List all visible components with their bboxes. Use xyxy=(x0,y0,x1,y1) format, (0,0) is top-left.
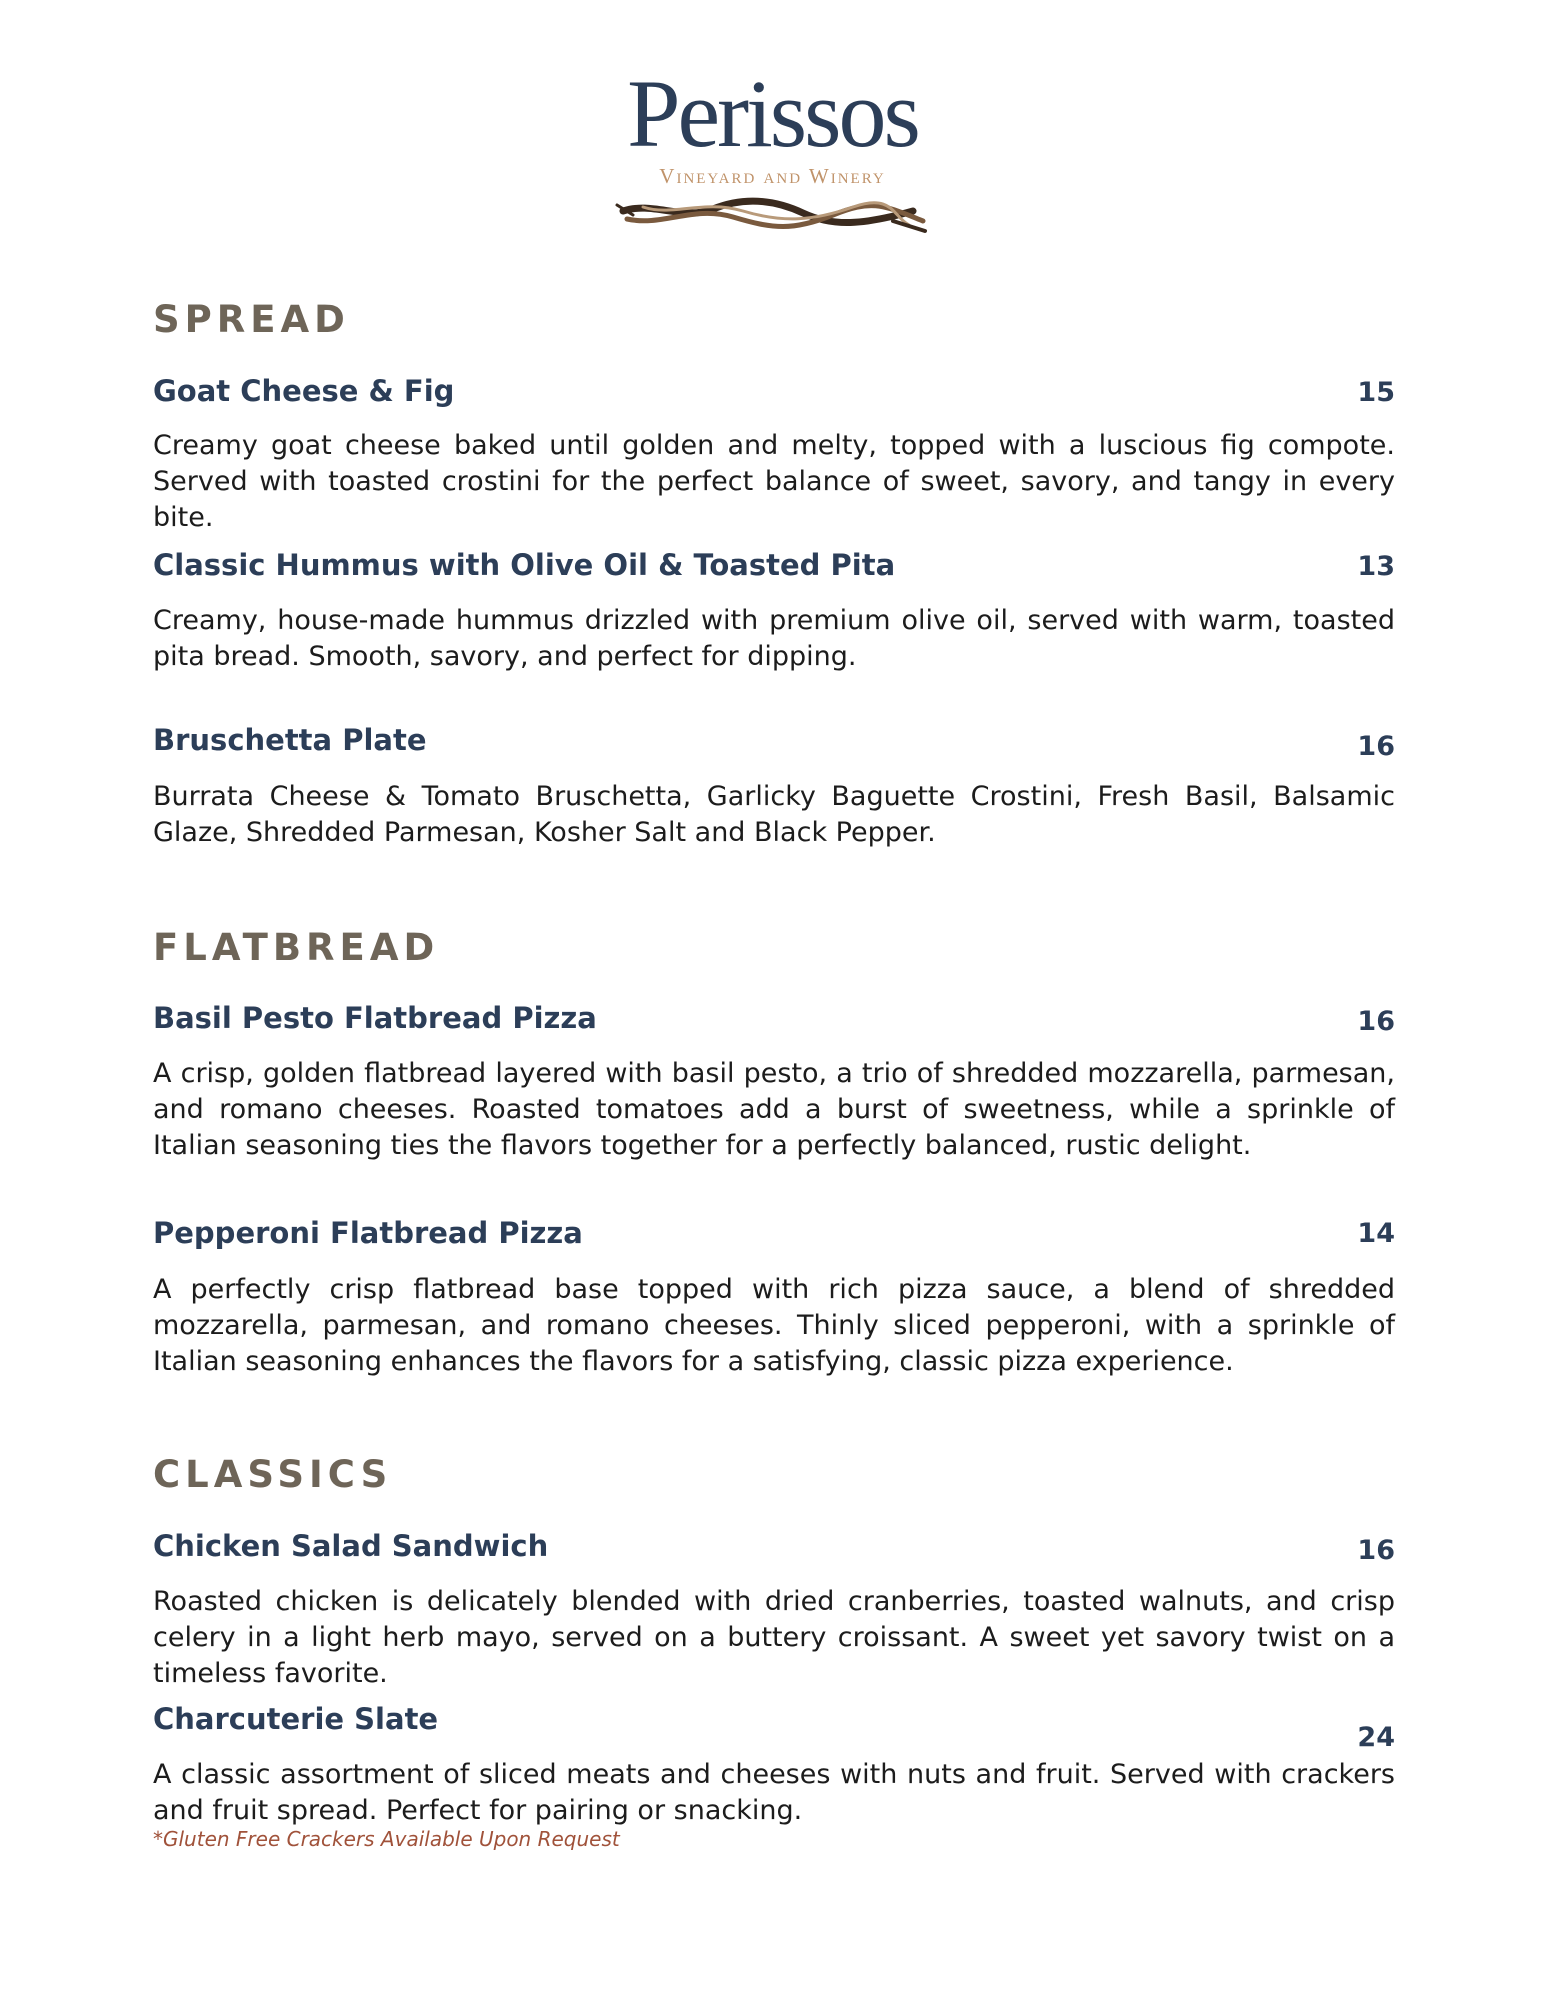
item-description-goat-cheese-fig: Creamy goat cheese baked until golden and melty, topped with a luscious fig compote. Served with toasted crostini for the perfect balance of sweet, savory, and tangy in every bite. xyxy=(153,430,1395,533)
item-description-charcuterie-slate: A classic assortment of sliced meats and cheeses with nuts and fruit. Served with crackers and fruit spread. Perfect for pairing or snacking. xyxy=(153,1759,1395,1826)
item-name-basil-pesto-flatbread: Basil Pesto Flatbread Pizza xyxy=(153,1001,597,1035)
logo-wordmark: Perissos xyxy=(627,60,918,167)
item-name-classic-hummus: Classic Hummus with Olive Oil & Toasted Pita xyxy=(153,548,896,582)
gluten-free-note: *Gluten Free Crackers Available Upon Request xyxy=(153,1827,620,1851)
section-title-flatbread: FLATBREAD xyxy=(153,926,440,969)
item-name-charcuterie-slate: Charcuterie Slate xyxy=(153,1702,439,1736)
item-price-goat-cheese-fig: 15 xyxy=(1357,377,1395,408)
grapevine-icon xyxy=(613,191,933,239)
item-name-pepperoni-flatbread: Pepperoni Flatbread Pizza xyxy=(153,1216,583,1250)
item-price-charcuterie-slate: 24 xyxy=(1357,1722,1395,1753)
item-price-classic-hummus: 13 xyxy=(1357,551,1395,582)
logo-tagline: Vineyard and Winery xyxy=(659,164,886,188)
perissos-logo xyxy=(600,60,945,240)
item-description-pepperoni-flatbread: A perfectly crisp flatbread base topped with rich pizza sauce, a blend of shredded mozzarella, parmesan, and romano cheeses. Thinly sliced pepperoni, with a sprinkle of Italian seasoning enhances the flavors for a satisfying, classic pizza experience. xyxy=(153,1274,1395,1377)
item-price-pepperoni-flatbread: 14 xyxy=(1357,1218,1395,1249)
section-title-classics: CLASSICS xyxy=(153,1453,393,1496)
item-name-chicken-salad-sandwich: Chicken Salad Sandwich xyxy=(153,1529,549,1563)
item-price-basil-pesto-flatbread: 16 xyxy=(1357,1006,1395,1037)
item-name-bruschetta-plate: Bruschetta Plate xyxy=(153,723,427,757)
item-description-bruschetta-plate: Burrata Cheese & Tomato Bruschetta, Garlicky Baguette Crostini, Fresh Basil, Balsamic Glaze, Shredded Parmesan, Kosher Salt and Black Pepper. xyxy=(153,781,1395,848)
item-description-classic-hummus: Creamy, house-made hummus drizzled with premium olive oil, served with warm, toasted pita bread. Smooth, savory, and perfect for dipping. xyxy=(153,605,1395,672)
item-price-bruschetta-plate: 16 xyxy=(1357,731,1395,762)
item-description-basil-pesto-flatbread: A crisp, golden flatbread layered with basil pesto, a trio of shredded mozzarella, parmesan, and romano cheeses. Roasted tomatoes add a burst of sweetness, while a sprinkle of Italian seasoning ties the flavors together for a perfectly balanced, rustic delight. xyxy=(153,1058,1395,1161)
item-name-goat-cheese-fig: Goat Cheese & Fig xyxy=(153,374,455,408)
item-description-chicken-salad-sandwich: Roasted chicken is delicately blended with dried cranberries, toasted walnuts, and crisp celery in a light herb mayo, served on a buttery croissant. A sweet yet savory twist on a timeless favorite. xyxy=(153,1586,1395,1689)
section-title-spread: SPREAD xyxy=(153,298,350,341)
item-price-chicken-salad-sandwich: 16 xyxy=(1357,1535,1395,1566)
